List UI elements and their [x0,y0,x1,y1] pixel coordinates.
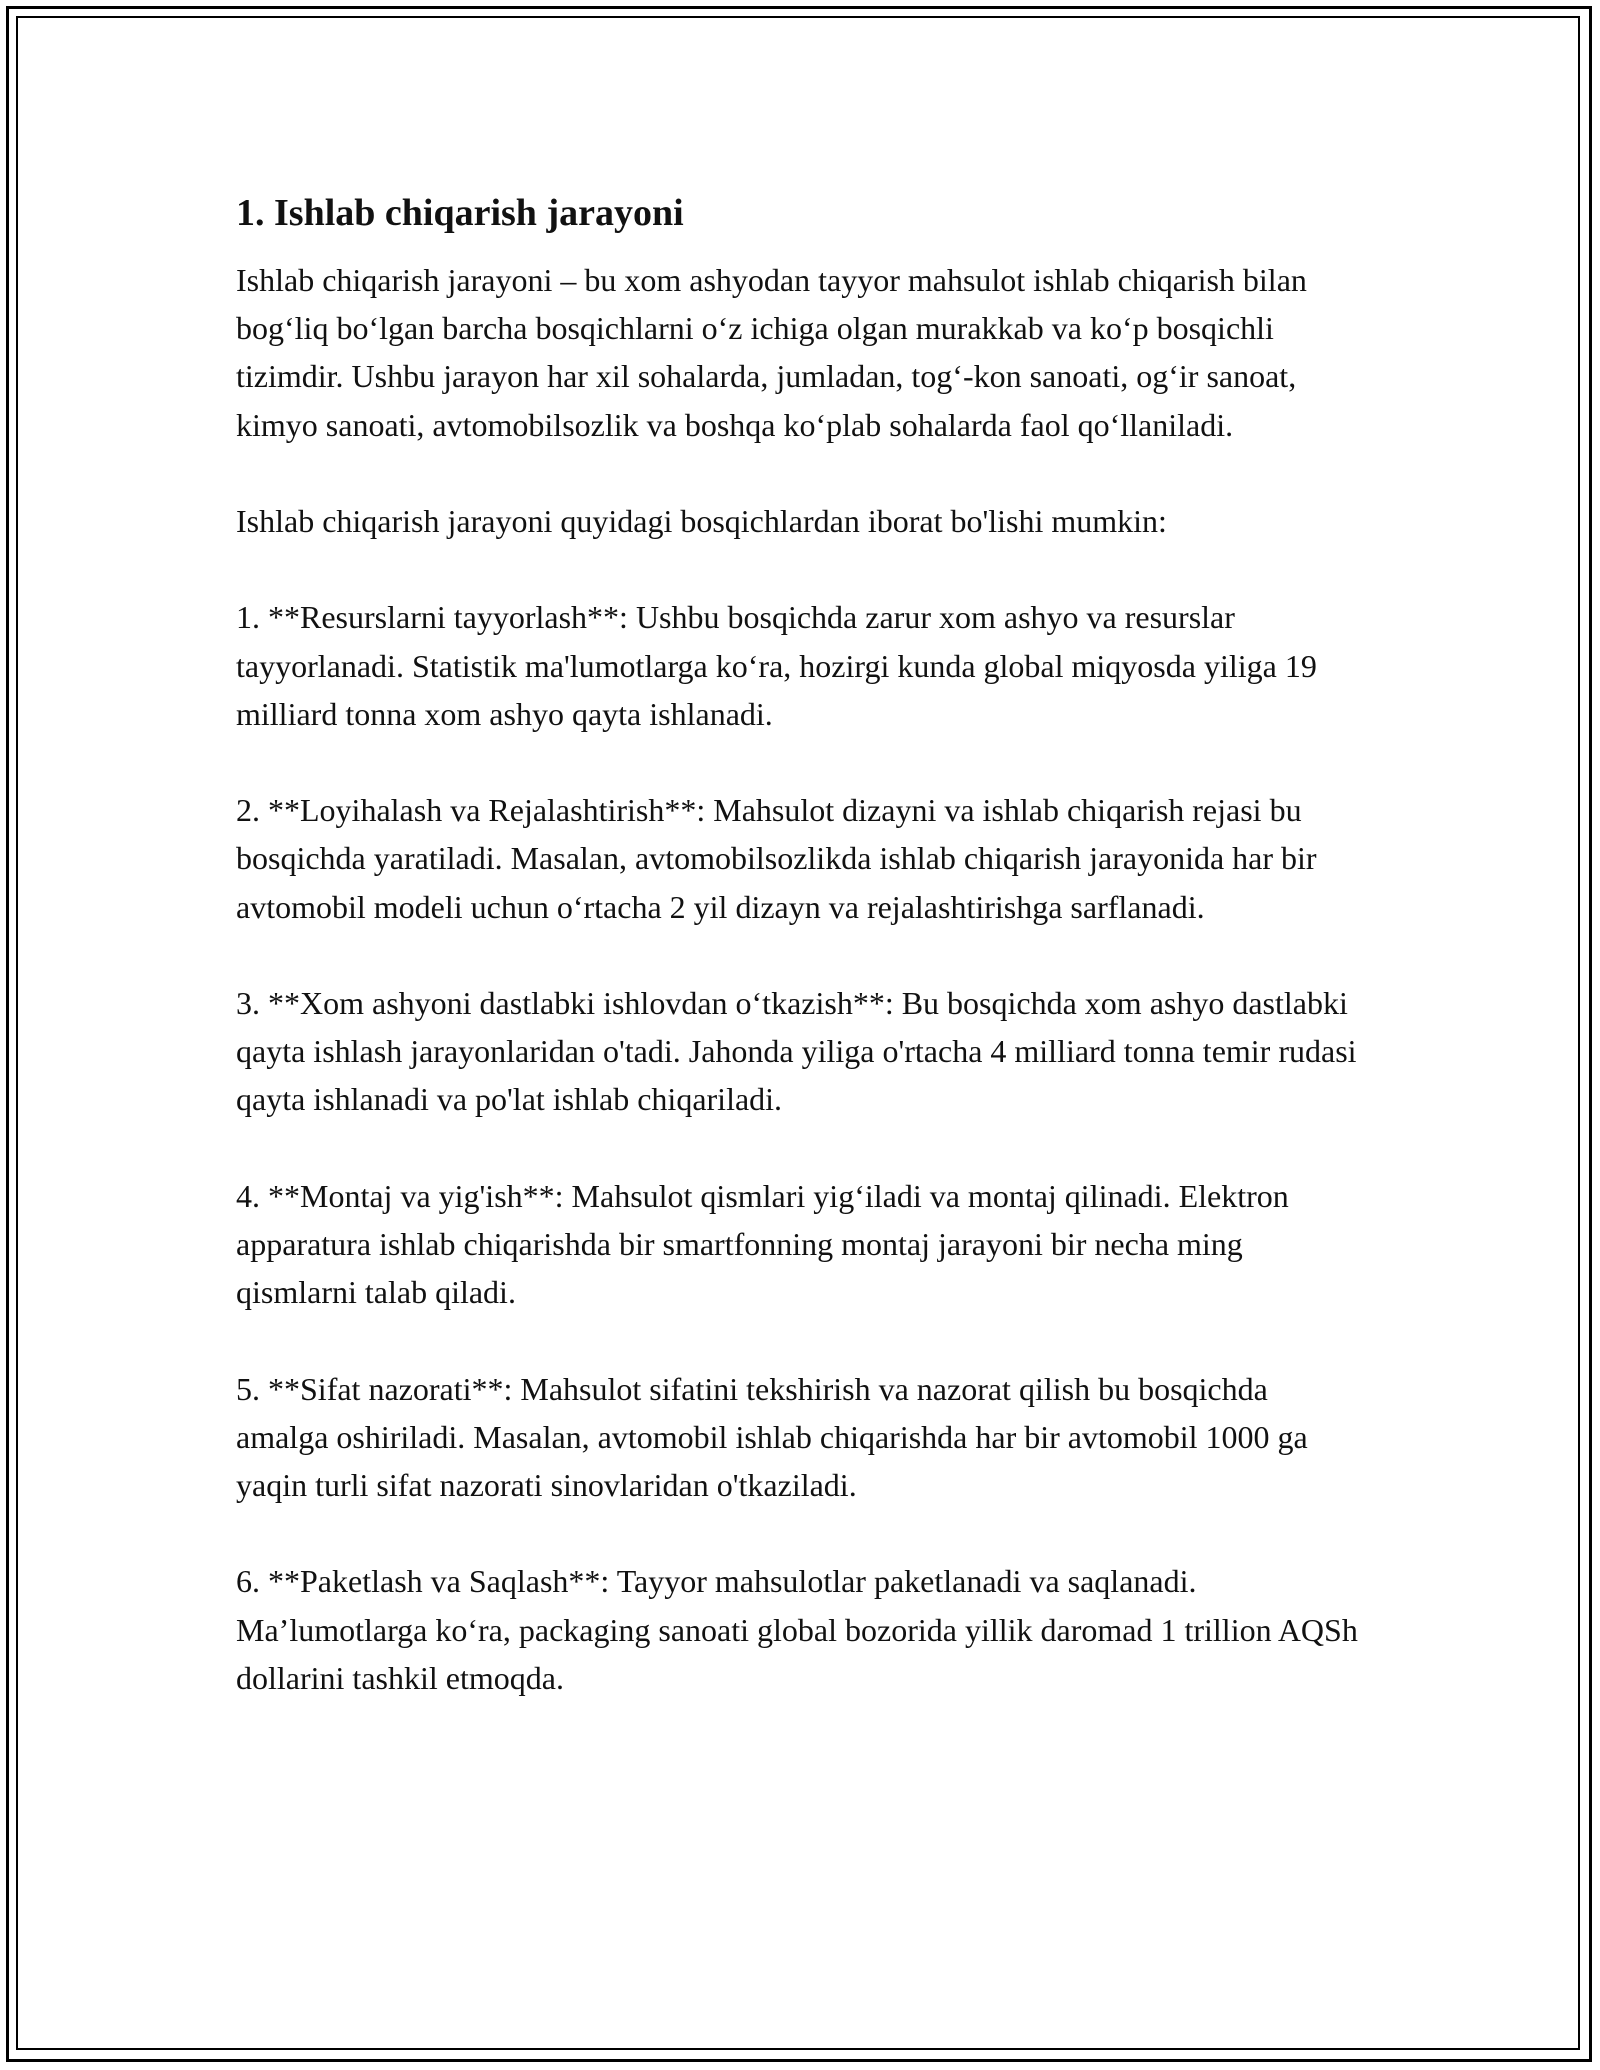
stage-3-paragraph: 3. **Xom ashyoni dastlabki ishlovdan o‘tkazish**: Bu bosqichda xom ashyo dastlabki qayta ishlash jarayonlaridan o'tadi. Jahonda yiliga o'rtacha 4 milliard tonna temir rudasi qayta ishlanadi va po'lat ishlab chiqariladi. [236,984,1357,1118]
stage-6-paragraph: 6. **Paketlash va Saqlash**: Tayyor mahsulotlar paketlanadi va saqlanadi. Ma’lumotlarga ko‘ra, packaging sanoati global bozorida yillik daromad 1 trillion AQSh dollarini tashkil etmoqda. [236,1563,1358,1696]
intro-paragraph: Ishlab chiqarish jarayoni – bu xom ashyodan tayyor mahsulot ishlab chiqarish bilan bog‘liq bo‘lgan barcha bosqichlarni o‘z ichiga olgan murakkab va ko‘p bosqichli tizimdir. Ushbu jarayon har xil sohalarda, jumladan, tog‘-kon sanoati, og‘ir sanoat, kimyo sanoati, avtomobilsozlik va boshqa ko‘plab sohalarda faol qo‘llaniladi. [236,262,1307,443]
stage-1-paragraph: 1. **Resurslarni tayyorlash**: Ushbu bosqichda zarur xom ashyo va resurslar tayyorlanadi. Statistik ma'lumotlarga ko‘ra, hozirgi kunda global miqyosda yiliga 19 milliard tonna xom ashyo qayta ishlanadi. [236,599,1317,732]
stage-2-paragraph: 2. **Loyihalash va Rejalashtirish**: Mahsulot dizayni va ishlab chiqarish rejasi bu bosqichda yaratiladi. Masalan, avtomobilsozlikda ishlab chiqarish jarayonida har bir avtomobil modeli uchun o‘rtacha 2 yil dizayn va rejalashtirishga sarflanadi. [236,792,1317,925]
stages-intro-paragraph: Ishlab chiqarish jarayoni quyidagi bosqichlardan iborat bo'lishi mumkin: [236,503,1167,539]
stage-4-paragraph: 4. **Montaj va yig'ish**: Mahsulot qismlari yig‘iladi va montaj qilinadi. Elektron apparatura ishlab chiqarishda bir smartfonning montaj jarayoni bir necha ming qismlarni talab qiladi. [236,1177,1289,1311]
document-title: 1. Ishlab chiqarish jarayoni [236,192,684,234]
stage-5-paragraph: 5. **Sifat nazorati**: Mahsulot sifatini tekshirish va nazorat qilish bu bosqichda amalga oshiriladi. Masalan, avtomobil ishlab chiqarishda har bir avtomobil 1000 ga yaqin turli sifat nazorati sinovlaridan o'tkaziladi. [236,1370,1308,1503]
document-body [236,184,1364,1750]
